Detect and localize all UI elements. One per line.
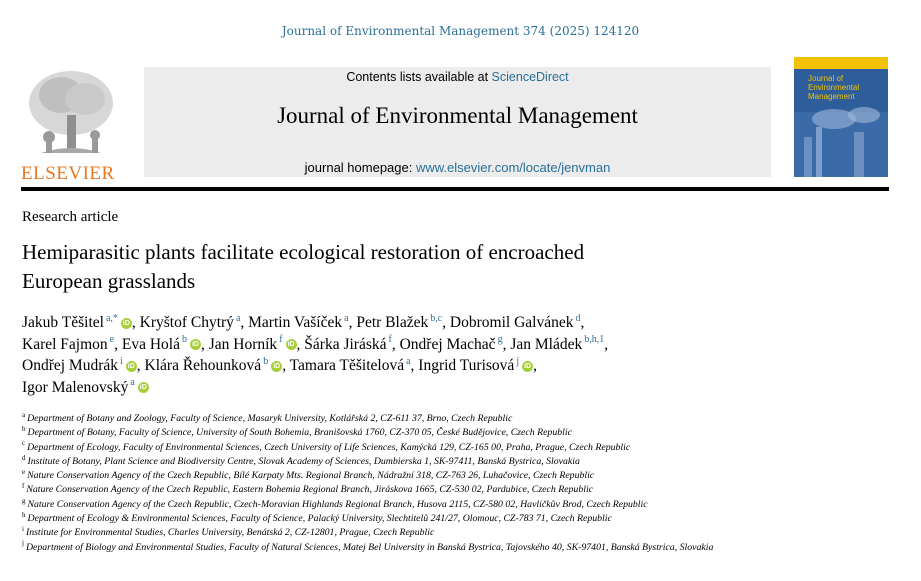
elsevier-wordmark: ELSEVIER bbox=[21, 163, 115, 184]
orcid-icon[interactable]: iD bbox=[127, 362, 135, 370]
author-separator: , bbox=[136, 357, 145, 374]
author-affiliation-marker[interactable]: b bbox=[181, 334, 187, 346]
author-name: Jan Mládek bbox=[510, 335, 583, 353]
author-list bbox=[22, 312, 892, 398]
author[interactable] bbox=[140, 314, 241, 331]
orcid-icon[interactable]: iD bbox=[524, 362, 532, 370]
affiliation-label: d bbox=[22, 453, 26, 462]
affiliation-item bbox=[22, 541, 902, 555]
affiliation-text: Nature Conservation Agency of the Czech Republic, Bílé Karpaty Mts. Regional Branch, Nádražní 318, CZ-763 26, Luhačovice, Czech Republic bbox=[27, 470, 595, 482]
author-line bbox=[22, 355, 892, 377]
author-name: Petr Blažek bbox=[356, 314, 429, 331]
elsevier-logo[interactable] bbox=[21, 65, 121, 184]
affiliation-list bbox=[22, 412, 902, 555]
affiliation-text: Nature Conservation Agency of the Czech Republic, Czech-Moravian Highlands Regional Branch, Husova 2115, CZ-580 02, Havlíčkův Brod, Czech Republic bbox=[27, 498, 648, 510]
affiliation-text: Department of Botany and Zoology, Faculty of Science, Masaryk University, Kotlářská 2, CZ-611 37, Brno, Czech Republic bbox=[27, 413, 513, 424]
author[interactable] bbox=[304, 336, 392, 353]
orcid-icon[interactable]: iD bbox=[287, 341, 295, 349]
affiliation-item bbox=[22, 469, 902, 483]
affiliation-item bbox=[22, 512, 902, 526]
author[interactable] bbox=[400, 336, 503, 353]
orcid-icon[interactable]: iD bbox=[191, 341, 199, 349]
sciencedirect-link[interactable]: ScienceDirect bbox=[491, 70, 569, 84]
author[interactable] bbox=[22, 314, 132, 331]
author-affiliation-marker[interactable]: a bbox=[344, 312, 349, 324]
affiliation-label: j bbox=[22, 539, 24, 548]
author-affiliation-marker[interactable]: a bbox=[235, 312, 241, 324]
author-name: Martin Vašíček bbox=[248, 314, 343, 331]
author-affiliation-marker[interactable]: b,c bbox=[430, 312, 443, 324]
author[interactable] bbox=[22, 357, 137, 374]
author-name: Karel Fajmon bbox=[22, 335, 108, 353]
author[interactable] bbox=[22, 336, 114, 353]
author-affiliation-marker[interactable]: e bbox=[109, 334, 115, 346]
author-name: Jakub Těšitel bbox=[22, 314, 104, 331]
affiliation-label: e bbox=[22, 467, 26, 476]
author-line bbox=[22, 312, 892, 334]
author-name: Tamara Těšitelová bbox=[289, 357, 405, 374]
cover-line2: Environmental bbox=[808, 83, 860, 92]
journal-title: Journal of Environmental Management bbox=[277, 103, 638, 128]
header-rule bbox=[21, 187, 889, 191]
affiliation-label: g bbox=[22, 496, 26, 505]
author-separator: , bbox=[580, 314, 585, 331]
affiliation-label: i bbox=[22, 525, 24, 534]
affiliation-label: a bbox=[22, 410, 26, 419]
journal-cover[interactable] bbox=[794, 57, 888, 177]
affiliation-text: Institute for Environmental Studies, Charles University, Benátská 2, CZ-12801, Prague, Czech Republic bbox=[25, 527, 435, 539]
affiliation-item bbox=[22, 498, 902, 512]
author[interactable] bbox=[22, 379, 149, 396]
author-affiliation-marker[interactable]: g bbox=[497, 334, 503, 346]
author-separator: , bbox=[391, 335, 400, 353]
affiliation-label: h bbox=[22, 510, 26, 519]
author-separator: , bbox=[502, 335, 511, 353]
journal-info-box bbox=[144, 67, 771, 177]
journal-citation[interactable]: Journal of Environmental Management 374 (2025) 124120 bbox=[281, 24, 640, 38]
author[interactable] bbox=[450, 314, 581, 331]
author-name: Dobromil Galvánek bbox=[449, 314, 574, 331]
affiliation-item bbox=[22, 526, 902, 540]
homepage-link[interactable]: www.elsevier.com/locate/jenvman bbox=[415, 160, 611, 175]
author-line bbox=[22, 377, 892, 399]
author-separator: , bbox=[604, 335, 609, 353]
orcid-icon[interactable]: iD bbox=[122, 319, 130, 327]
author-affiliation-marker[interactable]: a bbox=[130, 377, 135, 389]
article-type: Research article bbox=[22, 209, 119, 225]
title-line-2: European grasslands bbox=[22, 269, 196, 293]
author-separator: , bbox=[114, 335, 122, 353]
author-name: Ondřej Machač bbox=[399, 335, 496, 353]
cover-image-icon bbox=[794, 57, 888, 177]
author-separator: , bbox=[296, 335, 305, 353]
author-affiliation-marker[interactable]: f bbox=[388, 334, 392, 346]
author-separator: , bbox=[240, 314, 249, 331]
author[interactable] bbox=[248, 314, 348, 331]
contents-prefix: Contents lists available at bbox=[346, 70, 492, 84]
affiliation-text: Department of Ecology, Faculty of Environmental Sciences, Czech University of Life Sciences, Kamýcká 129, CZ-165 00, Praha, Prague, Czech Republic bbox=[27, 441, 631, 453]
author-separator: , bbox=[131, 314, 140, 331]
orcid-icon[interactable]: iD bbox=[139, 384, 147, 392]
homepage-line bbox=[144, 160, 771, 175]
elsevier-tree-icon bbox=[21, 65, 121, 160]
author-name: Šárka Jiráská bbox=[304, 335, 387, 353]
author-affiliation-marker[interactable]: d bbox=[575, 312, 581, 324]
cover-line1: Journal of bbox=[808, 74, 844, 83]
author-separator: , bbox=[442, 314, 450, 331]
author-name: Kryštof Chytrý bbox=[139, 314, 234, 331]
affiliation-text: Institute of Botany, Plant Science and Biodiversity Centre, Slovak Academy of Sciences, Dumbierska 1, SK-97411, Banská Bystrica, Slovakia bbox=[27, 455, 580, 467]
affiliation-label: f bbox=[22, 482, 25, 491]
author-separator: , bbox=[348, 314, 357, 331]
affiliation-text: Department of Biology and Environmental Studies, Faculty of Natural Sciences, Matej Bel University in Banská Bystrica, Tajovského 40, SK-97401, Banská Bystrica, Slovakia bbox=[25, 541, 714, 553]
homepage-prefix: journal homepage: bbox=[304, 160, 416, 175]
author[interactable] bbox=[209, 336, 297, 353]
author[interactable] bbox=[510, 336, 604, 353]
article-title bbox=[22, 238, 882, 296]
contents-line bbox=[144, 70, 771, 84]
affiliation-item bbox=[22, 412, 902, 426]
title-line-1: Hemiparasitic plants facilitate ecological restoration of encroached bbox=[22, 240, 585, 264]
author-separator: , bbox=[282, 357, 290, 374]
author-name: Eva Holá bbox=[121, 335, 180, 353]
author[interactable] bbox=[145, 357, 283, 374]
orcid-icon[interactable]: iD bbox=[273, 362, 281, 370]
cover-line3: Management bbox=[808, 92, 855, 101]
affiliation-item bbox=[22, 441, 902, 455]
journal-banner bbox=[21, 57, 889, 189]
affiliation-text: Nature Conservation Agency of the Czech Republic, Eastern Bohemia Regional Branch, Jiráskova 1665, CZ-530 02, Pardubice, Czech Republic bbox=[26, 484, 594, 496]
affiliation-item bbox=[22, 483, 902, 497]
author-affiliation-marker[interactable]: a,* bbox=[105, 312, 118, 324]
author-separator: , bbox=[533, 357, 537, 374]
author-affiliation-marker[interactable]: b bbox=[263, 355, 269, 367]
author-separator: , bbox=[200, 335, 209, 353]
author-separator: , bbox=[410, 357, 419, 374]
author-affiliation-marker[interactable]: i bbox=[120, 355, 123, 367]
affiliation-label: c bbox=[22, 439, 26, 448]
author[interactable] bbox=[290, 357, 411, 374]
author-affiliation-marker[interactable]: b,h,1 bbox=[584, 334, 605, 346]
author-affiliation-marker[interactable]: f bbox=[279, 334, 283, 346]
affiliation-label: b bbox=[22, 425, 26, 434]
author-name: Ondřej Mudrák bbox=[22, 357, 118, 374]
author-name: Ingrid Turisová bbox=[418, 357, 515, 374]
author-affiliation-marker[interactable]: j bbox=[516, 355, 520, 367]
author[interactable] bbox=[122, 336, 201, 353]
affiliation-item bbox=[22, 426, 902, 440]
author-name: Igor Malenovský bbox=[22, 378, 129, 396]
author-affiliation-marker[interactable]: a bbox=[406, 355, 411, 367]
author-line bbox=[22, 334, 892, 356]
affiliation-item bbox=[22, 455, 902, 469]
author[interactable] bbox=[418, 357, 533, 374]
author-name: Klára Řehounková bbox=[144, 357, 262, 374]
author-name: Jan Horník bbox=[208, 335, 278, 353]
affiliation-text: Department of Botany, Faculty of Science, University of South Bohemia, Branišovská 1760, CZ-370 05, České Budějovice, Czech Republic bbox=[27, 427, 572, 439]
affiliation-text: Department of Ecology & Environmental Sciences, Faculty of Science, Palacký University, Slechtitelů 241/27, Olomouc, CZ-783 71, Czech Republic bbox=[27, 513, 612, 525]
author[interactable] bbox=[356, 314, 442, 331]
